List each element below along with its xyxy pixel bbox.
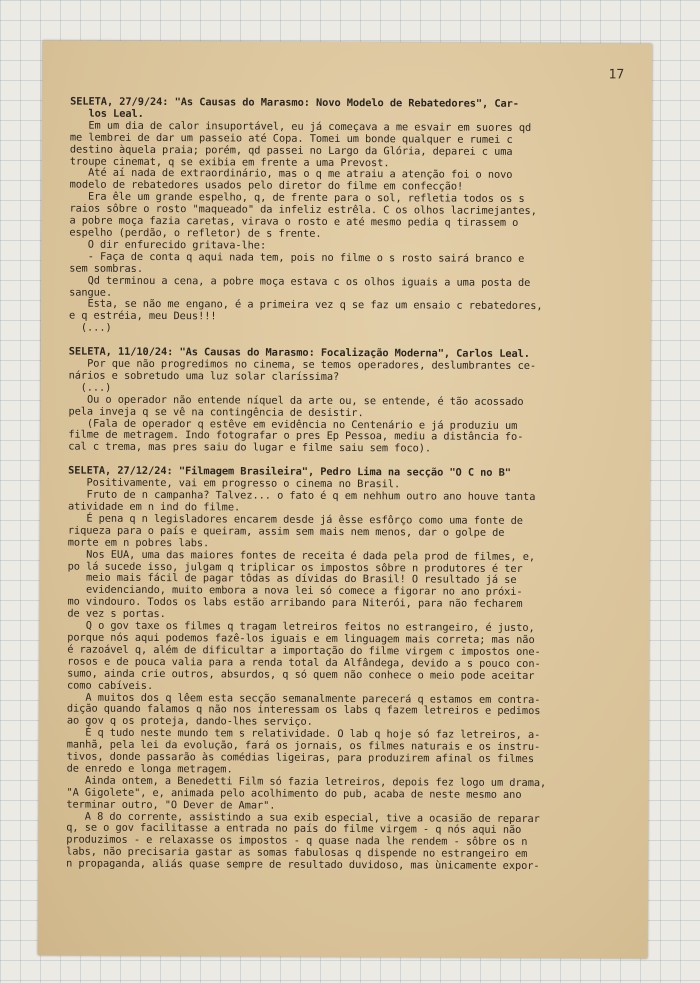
article-entry (68, 347, 629, 457)
text-line: como cabíveis. (66, 679, 154, 692)
text-line: sangue. (69, 286, 113, 299)
text-line: SELETA, 11/10/24: "As Causas do Marasmo: Focalização Moderna", Carlos Leal. (68, 345, 530, 361)
text-line: Qd terminou a cena, a pobre moça estava c os olhos iguais a uma posta de (69, 274, 531, 289)
text-line: troupe cinemat, q se exibia em frente a uma Prevost. (69, 155, 390, 169)
text-line: - Faça de conta q aqui nada tem, pois no filme o s rosto sairá branco e (69, 250, 525, 265)
text-line: q, se o gov facilitasse a entrada no país do filme virgem - q nós aqui não (66, 822, 522, 837)
text-line: terminar outro, "O Dever de Amar". (66, 798, 276, 812)
text-line: Em um dia de calor insuportável, eu já começava a me esvair em suores qd (69, 119, 532, 134)
text-line: Ainda ontem, a Benedetti Film só fazia letreiros, depois fez logo um drama, (66, 774, 547, 789)
text-line: a pobre moça fazia caretas, virava o rosto e até mesmo pedia q tirassem o (69, 214, 519, 229)
text-line: manhã, pela lei da evolução, fará os jornais, os filmes naturais e os instru- (66, 738, 541, 754)
text-line: rosos e de pouca valia para a renda total da Alfândega, devido a s pouco con- (67, 655, 541, 670)
document-body (66, 97, 630, 886)
text-line: los Leal. (69, 107, 144, 120)
text-line: de enredo e longa metragem. (66, 762, 233, 776)
article-entry (66, 466, 628, 874)
text-line: po lá sucede isso, julgam q triplicar os impostos sôbre n produtores é ter (67, 560, 523, 575)
text-line: Era êle um grande espelho, q, de frente para o sol, refletia todos os s (69, 190, 525, 206)
text-line: tivos, donde passarão às comédias ligeiras, para produzirem afinal os filmes (66, 750, 535, 766)
text-line: O dir enfurecido gritava-lhe: (69, 238, 267, 252)
text-line: nários e sobretudo uma luz solar claríssima? (68, 369, 340, 383)
text-line: evidenciando, muito embora a nova lei só comece a figorar no ano próxi- (67, 583, 523, 599)
text-line: cal c trema, mas pres saiu do lugar e filme saiu sem foco). (68, 440, 432, 455)
text-line: e q estréia, meu Deus!!! (68, 309, 217, 323)
text-line: Positivamente, vai em progresso o cinema no Brasil. (68, 476, 401, 491)
text-line: espelho (perdão, o refletor) de s frente. (69, 226, 322, 240)
text-line: dição quando falamos q não nos interessam os labs q fazem letreiros e pedimos (66, 702, 541, 718)
text-line: meio mais fácil de pagar tôdas as dívidas do Brasil! O resultado já se (67, 571, 517, 587)
text-line: filme de metragem. Indo fotografar o pres Ep Pessoa, mediu a distância fo- (68, 429, 524, 444)
ellipsis: (...) (80, 381, 112, 394)
text-line: "A Gigolete", e, animada pelo acolhimento do pub, acaba de neste mesmo ano (66, 786, 522, 801)
text-line: produzimos - e relaxasse os impostos - q quase nada lhe rendem - sôbre os n (66, 833, 528, 849)
text-line: É q tudo neste mundo tem s relatividade. O lab q hoje só faz letreiros, a- (66, 726, 541, 742)
article-entry (69, 97, 630, 338)
text-line: Fruto de n campanha? Talvez... o fato é q em nehhum outro ano houve tanta (67, 488, 536, 504)
text-line: riqueza para o país e queiram, assim sem mais nem menos, dar o golpe de (67, 524, 505, 539)
text-line: porque nós aqui podemos fazê-los iguais e em linguagem mais correta; mas não (67, 631, 535, 646)
text-line: sumo, ainda crie outros, absurdos, q só quem não conhece o meio pode aceitar (67, 667, 535, 682)
page-number: 17 (608, 67, 625, 83)
typewritten-page (38, 40, 653, 958)
ellipsis: (...) (80, 321, 112, 334)
text-line: (Fala de operador q estêve em evidência no Centenário e já produziu um (68, 417, 518, 432)
text-line: É pena q n legisladores encarem desde já êsse esfôrço como uma fonte de (67, 512, 523, 527)
text-line: A 8 do corrente, assistindo a sua exib especial, tive a ocasião de reparar (66, 810, 540, 825)
text-line: SELETA, 27/9/24: "As Causas do Marasmo: Novo Modelo de Rebatedores", Car- (70, 95, 520, 110)
text-line: Ou o operador não entende níquel da arte ou, se entende, é tão acossado (68, 393, 524, 408)
text-line: raios sôbre o rosto "maqueado" da infeliz estrêla. C os olhos lacrimejantes, (69, 202, 537, 218)
text-line: labs, não precisaria gastar as somas fabulosas q dispende no estrangeiro em (66, 845, 528, 861)
text-line: Q o gov taxe os filmes q tragam letreiros feitos no estrangeiro, é justo, (67, 619, 535, 635)
text-line: é razoável q, além de dificultar a importação do filme virgem c impostos one- (67, 643, 541, 658)
text-line: atividade em n ind do filme. (67, 500, 241, 514)
text-line: mo vindouro. Todos os labs estão arribando para Niterói, para não fecharem (67, 595, 523, 611)
text-line: Por que não progredimos no cinema, se temos operadores, deslumbrantes ce- (68, 357, 537, 373)
text-line: destino àquela praia; porém, qd passei no Largo da Glória, deparei c uma (69, 143, 513, 158)
text-line: me lembrei de dar um passeio até Copa. Tomei um bonde qualquer e rumei c (69, 131, 513, 146)
text-line: Esta, se não me engano, é a primeira vez q se faz um ensaio c rebatedores, (68, 297, 543, 313)
text-line: morte em n pobres labs. (67, 536, 210, 550)
text-line: sem sombras. (69, 262, 144, 275)
text-line: de vez s portas. (67, 607, 166, 621)
text-line: SELETA, 27/12/24: "Filmagem Brasileira", Pedro Lima na secção "O C no B" (68, 464, 511, 480)
text-line: Nos EUA, uma das maiores fontes de receita é dada pela prod de filmes, e, (67, 548, 536, 563)
text-line: ao gov q os proteja, dando-lhes serviço. (66, 714, 313, 729)
text-line: pela inveja q se vê na contingência de desistir. (68, 405, 364, 419)
text-line: modelo de rebatedores usados pelo diretor do filme em confecção! (69, 178, 464, 193)
text-line: A muitos dos q lêem esta secção semanalmente parecerá q estamos em contra- (66, 691, 541, 706)
text-line: Até aí nada de extraordinário, mas o q me atraiu a atenção foi o novo (69, 166, 513, 182)
text-line: n propaganda, aliás quase sempre de resultado duvidoso, mas ùnicamente expor- (66, 857, 540, 873)
